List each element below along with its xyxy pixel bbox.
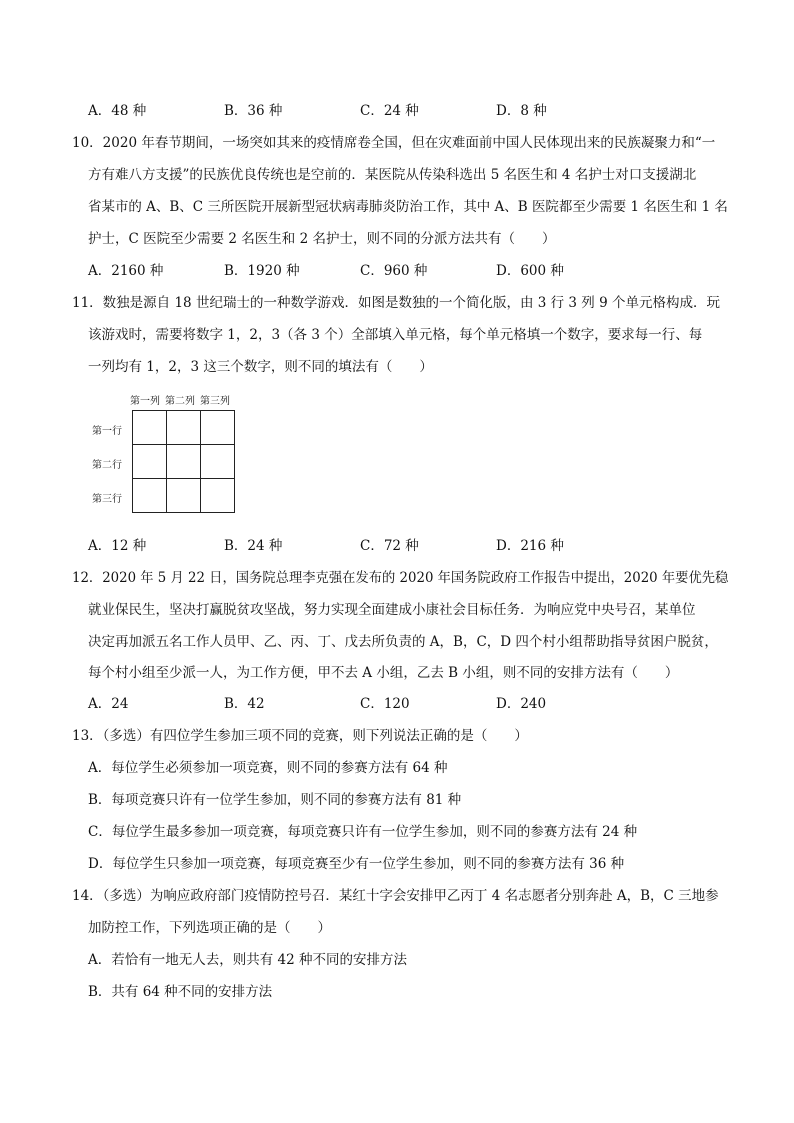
q10-line-2: 方有难八方支援”的民族优良传统也是空前的．某医院从传染科选出 5 名医生和 4 名护士对口支援湖北 [88,167,697,183]
grid-cell [167,445,201,479]
q12-line-3: 决定再加派五名工作人员甲、乙、丙、丁、戊去所负责的 A，B，C，D 四个村小组帮助指导贫困户脱贫， [88,634,718,650]
sudoku-figure [88,390,248,520]
grid-cell [201,479,235,513]
q10-option-a: A．2160 种 [88,263,164,279]
q11-options [88,536,728,556]
row-header-2: 第二行 [92,460,122,471]
q12-option-c: C．120 [360,696,410,712]
q13-line-1: 13．（多选）有四位学生参加三项不同的竞赛，则下列说法正确的是（ ） [72,728,528,744]
q10-option-b: B．1920 种 [224,263,300,279]
q11-line-1: 11．数独是源自 18 世纪瑞士的一种数学游戏．如图是数独的一个简化版，由 3 行 3 列 9 个单元格构成．玩 [72,295,720,311]
q12-line-2: 就业保民生，坚决打赢脱贫攻坚战，努力实现全面建成小康社会目标任务．为响应党中央号召，某单位 [88,602,696,618]
q13-choice-b: B．每项竞赛只许有一位学生参加，则不同的参赛方法有 81 种 [88,792,462,808]
q13-choice-c: C．每位学生最多参加一项竞赛，每项竞赛只许有一位学生参加，则不同的参赛方法有 24 种 [88,824,638,840]
q9-option-b: B．36 种 [224,103,283,119]
q13-choice-d: D．每位学生只参加一项竞赛，每项竞赛至少有一位学生参加，则不同的参赛方法有 36 种 [88,856,625,872]
q9-option-a: A．48 种 [88,103,147,119]
q14-line-2: 加防控工作，下列选项正确的是（ ） [88,920,331,936]
q11-line-3: 一列均有 1，2，3 这三个数字，则不同的填法有（ ） [88,359,433,375]
q11-line-2: 该游戏时，需要将数字 1，2，3（各 3 个）全部填入单元格，每个单元格填一个数字，要求每一行、每 [88,327,703,343]
q14-choice-a: A．若恰有一地无人去，则共有 42 种不同的安排方法 [88,952,408,968]
col-header-1: 第一列 [130,396,160,407]
grid-cell [167,479,201,513]
q12-option-d: D．240 [496,696,547,712]
q13-choice-a: A．每位学生必须参加一项竞赛，则不同的参赛方法有 64 种 [88,760,448,776]
grid-cell [167,411,201,445]
q14-line-1: 14．（多选）为响应政府部门疫情防控号召．某红十字会安排甲乙丙丁 4 名志愿者分别奔赴 A，B，C 三地参 [72,888,719,904]
row-header-3: 第三行 [92,494,122,505]
q10-options [88,261,728,281]
q9-options [88,101,728,121]
q11-option-c: C．72 种 [360,538,419,554]
q10-line-4: 护士，C 医院至少需要 2 名医生和 2 名护士，则不同的分派方法共有（ ） [88,231,556,247]
q10-option-d: D．600 种 [496,263,564,279]
q12-options [88,694,728,714]
q10-option-c: C．960 种 [360,263,428,279]
q9-option-c: C．24 种 [360,103,419,119]
col-header-3: 第三列 [200,396,230,407]
col-header-2: 第二列 [165,396,195,407]
q10-line-1: 10．2020 年春节期间，一场突如其来的疫情席卷全国，但在灾难面前中国人民体现出来的民族凝聚力和“一 [72,135,716,151]
q11-option-a: A．12 种 [88,538,147,554]
q9-option-d: D．8 种 [496,103,547,119]
q12-line-4: 每个村小组至少派一人，为工作方便，甲不去 A 小组，乙去 B 小组，则不同的安排方法有（ ） [88,665,679,681]
grid-cell [201,411,235,445]
sudoku-grid [132,410,235,513]
q12-option-a: A．24 [88,696,129,712]
grid-cell [133,479,167,513]
q11-option-b: B．24 种 [224,538,283,554]
q10-line-3: 省某市的 A、B、C 三所医院开展新型冠状病毒肺炎防治工作，其中 A、B 医院都至少需要 1 名医生和 1 名 [88,199,728,215]
q12-option-b: B．42 [224,696,265,712]
grid-cell [201,445,235,479]
grid-cell [133,445,167,479]
grid-cell [133,411,167,445]
q11-option-d: D．216 种 [496,538,564,554]
row-header-1: 第一行 [92,426,122,437]
q14-choice-b: B．共有 64 种不同的安排方法 [88,984,273,1000]
q12-line-1: 12．2020 年 5 月 22 日，国务院总理李克强在发布的 2020 年国务院政府工作报告中提出，2020 年要优先稳 [72,570,729,586]
